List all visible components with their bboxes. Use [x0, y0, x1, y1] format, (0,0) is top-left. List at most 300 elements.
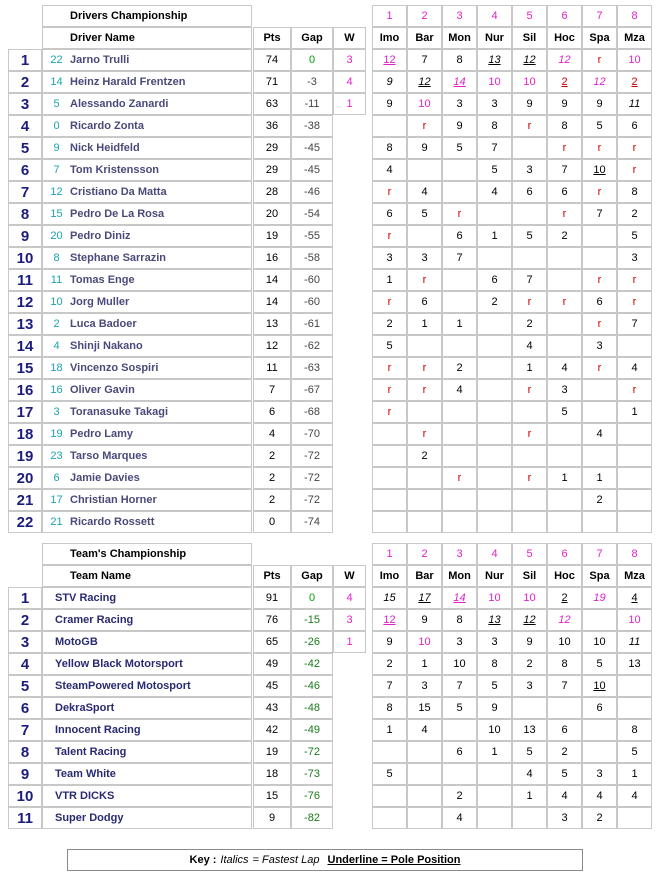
race-result-cell: 7 — [372, 675, 407, 697]
race-result-cell: 1 — [512, 785, 547, 807]
gap-cell: -74 — [291, 511, 333, 533]
points-cell: 65 — [253, 631, 291, 653]
legend-key — [67, 849, 583, 871]
race-result-cell: 7 — [407, 49, 442, 71]
race-result-cell — [477, 763, 512, 785]
race-column-header: Imo — [372, 565, 407, 587]
race-result-cell: r — [617, 137, 652, 159]
race-result-cell: 6 — [477, 269, 512, 291]
team-name-cell: Super Dodgy — [42, 807, 252, 829]
race-column-header: Spa — [582, 565, 617, 587]
race-result-cell: 7 — [617, 313, 652, 335]
race-result-cell: r — [407, 115, 442, 137]
wins-column-header: W — [333, 27, 366, 49]
driver-cell — [42, 49, 252, 71]
points-cell: 43 — [253, 697, 291, 719]
race-result-cell: 8 — [477, 653, 512, 675]
team-name-cell: Cramer Racing — [42, 609, 252, 631]
driver-cell — [42, 181, 252, 203]
race-result-cell: 14 — [442, 71, 477, 93]
car-number: 18 — [50, 362, 63, 374]
race-result-cell — [372, 445, 407, 467]
driver-cell — [42, 247, 252, 269]
gap-cell: -3 — [291, 71, 333, 93]
race-result-cell: 1 — [372, 719, 407, 741]
key-label: Key : — [189, 854, 217, 866]
gap-cell: -72 — [291, 741, 333, 763]
race-result-cell — [477, 313, 512, 335]
driver-name: Alessando Zanardi — [70, 98, 169, 110]
race-result-cell — [372, 115, 407, 137]
car-number: 6 — [53, 472, 60, 484]
race-result-cell: 1 — [372, 269, 407, 291]
points-cell: 19 — [253, 225, 291, 247]
race-result-cell: 2 — [512, 653, 547, 675]
driver-name: Jorg Muller — [70, 296, 130, 308]
race-result-cell: 6 — [407, 291, 442, 313]
race-result-cell: 15 — [372, 587, 407, 609]
race-result-cell: 12 — [512, 609, 547, 631]
race-result-cell — [407, 741, 442, 763]
race-result-cell: 9 — [512, 93, 547, 115]
race-result-cell: 1 — [442, 313, 477, 335]
race-result-cell: 5 — [617, 225, 652, 247]
race-result-cell: 8 — [442, 49, 477, 71]
race-result-cell — [477, 379, 512, 401]
gap-cell: -61 — [291, 313, 333, 335]
gap-cell: -46 — [291, 181, 333, 203]
race-result-cell: r — [617, 159, 652, 181]
race-result-cell — [582, 609, 617, 631]
driver-name: Tom Kristensson — [70, 164, 160, 176]
race-result-cell — [547, 445, 582, 467]
pts-column-header: Pts — [253, 27, 291, 49]
race-result-cell — [512, 697, 547, 719]
race-result-cell: 7 — [582, 203, 617, 225]
race-result-cell: 11 — [617, 631, 652, 653]
race-result-cell: 3 — [512, 159, 547, 181]
race-result-cell: r — [617, 291, 652, 313]
race-result-cell — [477, 445, 512, 467]
race-result-cell: 1 — [512, 357, 547, 379]
team-name-cell: Talent Racing — [42, 741, 252, 763]
points-cell: 7 — [253, 379, 291, 401]
race-result-cell: 2 — [442, 357, 477, 379]
round-number: 3 — [442, 5, 477, 27]
race-result-cell: 13 — [512, 719, 547, 741]
race-result-cell: 2 — [582, 489, 617, 511]
race-result-cell — [407, 763, 442, 785]
driver-cell — [42, 445, 252, 467]
race-result-cell: 8 — [372, 137, 407, 159]
race-result-cell: r — [582, 49, 617, 71]
race-result-cell — [477, 785, 512, 807]
race-result-cell: 4 — [442, 379, 477, 401]
race-result-cell: 10 — [617, 609, 652, 631]
gap-cell: -62 — [291, 335, 333, 357]
points-cell: 18 — [253, 763, 291, 785]
gap-cell: -38 — [291, 115, 333, 137]
driver-cell — [42, 71, 252, 93]
points-cell: 0 — [253, 511, 291, 533]
gap-cell: 0 — [291, 587, 333, 609]
race-result-cell: r — [372, 225, 407, 247]
points-cell: 49 — [253, 653, 291, 675]
race-result-cell: 10 — [477, 71, 512, 93]
race-result-cell: r — [617, 269, 652, 291]
race-result-cell — [512, 247, 547, 269]
race-result-cell: 10 — [512, 71, 547, 93]
round-number: 5 — [512, 543, 547, 565]
race-result-cell: 12 — [547, 609, 582, 631]
race-result-cell: 1 — [407, 653, 442, 675]
position-cell: 3 — [8, 93, 42, 115]
race-result-cell: 4 — [582, 423, 617, 445]
position-cell: 16 — [8, 379, 42, 401]
race-result-cell: 3 — [512, 675, 547, 697]
race-result-cell — [617, 335, 652, 357]
race-result-cell — [547, 313, 582, 335]
position-cell: 7 — [8, 719, 42, 741]
points-cell: 14 — [253, 291, 291, 313]
gap-cell: -60 — [291, 269, 333, 291]
race-result-cell: r — [582, 269, 617, 291]
points-cell: 45 — [253, 675, 291, 697]
race-result-cell: 4 — [372, 159, 407, 181]
race-column-header: Bar — [407, 565, 442, 587]
race-result-cell — [442, 763, 477, 785]
points-cell: 91 — [253, 587, 291, 609]
race-result-cell: 5 — [547, 401, 582, 423]
race-result-cell — [547, 269, 582, 291]
gap-cell: -55 — [291, 225, 333, 247]
race-result-cell: 4 — [407, 181, 442, 203]
position-cell: 7 — [8, 181, 42, 203]
race-result-cell: 9 — [547, 93, 582, 115]
race-result-cell: 5 — [512, 225, 547, 247]
race-result-cell: 2 — [512, 313, 547, 335]
race-result-cell: 10 — [407, 631, 442, 653]
points-cell: 2 — [253, 467, 291, 489]
race-result-cell: 3 — [547, 379, 582, 401]
position-cell: 13 — [8, 313, 42, 335]
race-result-cell — [617, 489, 652, 511]
race-result-cell: r — [372, 181, 407, 203]
race-result-cell: r — [372, 291, 407, 313]
driver-cell — [42, 291, 252, 313]
team-name-cell: STV Racing — [42, 587, 252, 609]
points-cell: 42 — [253, 719, 291, 741]
race-result-cell: 10 — [582, 159, 617, 181]
position-cell: 15 — [8, 357, 42, 379]
race-result-cell: 3 — [547, 807, 582, 829]
race-result-cell — [547, 335, 582, 357]
race-result-cell: 7 — [477, 137, 512, 159]
car-number: 0 — [53, 120, 60, 132]
race-column-header: Hoc — [547, 565, 582, 587]
gap-cell: -72 — [291, 445, 333, 467]
points-cell: 4 — [253, 423, 291, 445]
round-number: 2 — [407, 543, 442, 565]
points-cell: 19 — [253, 741, 291, 763]
race-result-cell: 2 — [617, 71, 652, 93]
race-result-cell: r — [512, 291, 547, 313]
car-number: 5 — [53, 98, 60, 110]
round-number: 2 — [407, 5, 442, 27]
race-column-header: Sil — [512, 27, 547, 49]
race-result-cell: 4 — [512, 763, 547, 785]
driver-cell — [42, 401, 252, 423]
car-number: 22 — [50, 54, 63, 66]
race-result-cell: 7 — [512, 269, 547, 291]
race-result-cell: 14 — [442, 587, 477, 609]
race-result-cell — [477, 247, 512, 269]
points-cell: 71 — [253, 71, 291, 93]
race-result-cell: r — [372, 379, 407, 401]
race-result-cell: 4 — [477, 181, 512, 203]
position-cell: 22 — [8, 511, 42, 533]
race-column-header: Spa — [582, 27, 617, 49]
points-cell: 16 — [253, 247, 291, 269]
position-cell: 10 — [8, 785, 42, 807]
car-number: 8 — [53, 252, 60, 264]
race-result-cell — [442, 269, 477, 291]
key-italics: Italics — [220, 854, 249, 866]
gap-cell: -72 — [291, 467, 333, 489]
race-result-cell: 8 — [477, 115, 512, 137]
race-result-cell: 6 — [547, 719, 582, 741]
car-number: 11 — [50, 274, 63, 286]
race-result-cell — [617, 445, 652, 467]
race-result-cell — [582, 225, 617, 247]
race-result-cell — [372, 467, 407, 489]
race-result-cell — [617, 807, 652, 829]
race-result-cell: 6 — [582, 697, 617, 719]
race-result-cell: r — [512, 467, 547, 489]
car-number: 16 — [50, 384, 63, 396]
race-result-cell: 10 — [512, 587, 547, 609]
wins-cell: 4 — [333, 587, 366, 609]
race-result-cell: 1 — [477, 741, 512, 763]
car-number: 12 — [50, 186, 63, 198]
race-result-cell: 3 — [582, 335, 617, 357]
race-result-cell — [512, 401, 547, 423]
race-result-cell: r — [442, 203, 477, 225]
race-result-cell: r — [372, 357, 407, 379]
name-column-header: Team Name — [42, 565, 252, 587]
points-cell: 11 — [253, 357, 291, 379]
race-result-cell: 13 — [617, 653, 652, 675]
car-number: 3 — [53, 406, 60, 418]
race-result-cell: 12 — [582, 71, 617, 93]
race-result-cell — [442, 423, 477, 445]
driver-cell — [42, 467, 252, 489]
race-result-cell — [477, 401, 512, 423]
points-cell: 6 — [253, 401, 291, 423]
gap-cell: -49 — [291, 719, 333, 741]
race-result-cell: 3 — [582, 763, 617, 785]
points-cell: 14 — [253, 269, 291, 291]
race-result-cell: 2 — [547, 587, 582, 609]
position-cell: 5 — [8, 675, 42, 697]
race-result-cell: r — [442, 467, 477, 489]
race-result-cell: r — [372, 401, 407, 423]
race-result-cell: r — [407, 423, 442, 445]
car-number: 19 — [50, 428, 63, 440]
race-result-cell — [407, 225, 442, 247]
race-result-cell: 6 — [582, 291, 617, 313]
gap-cell: -45 — [291, 137, 333, 159]
race-result-cell: 2 — [372, 653, 407, 675]
position-cell: 12 — [8, 291, 42, 313]
race-result-cell — [547, 247, 582, 269]
race-result-cell — [512, 489, 547, 511]
round-number: 6 — [547, 5, 582, 27]
race-result-cell: 7 — [442, 675, 477, 697]
driver-name: Vincenzo Sospiri — [70, 362, 159, 374]
race-result-cell: 1 — [617, 763, 652, 785]
position-cell: 6 — [8, 697, 42, 719]
race-column-header: Mon — [442, 565, 477, 587]
driver-cell — [42, 313, 252, 335]
race-result-cell: 5 — [372, 763, 407, 785]
position-cell: 9 — [8, 225, 42, 247]
car-number: 7 — [53, 164, 60, 176]
race-result-cell: 9 — [512, 631, 547, 653]
driver-name: Tarso Marques — [70, 450, 148, 462]
driver-name: Ricardo Zonta — [70, 120, 144, 132]
race-result-cell: 4 — [582, 785, 617, 807]
wins-cell: 1 — [333, 631, 366, 653]
key-pole-position: Underline = Pole Position — [327, 854, 461, 866]
race-result-cell: 9 — [372, 71, 407, 93]
gap-cell: 0 — [291, 49, 333, 71]
driver-name: Pedro Diniz — [70, 230, 131, 242]
gap-cell: -54 — [291, 203, 333, 225]
race-column-header: Mon — [442, 27, 477, 49]
race-result-cell: 10 — [407, 93, 442, 115]
driver-cell — [42, 335, 252, 357]
race-result-cell: 6 — [442, 225, 477, 247]
race-result-cell — [372, 785, 407, 807]
team-name-cell: MotoGB — [42, 631, 252, 653]
race-result-cell — [407, 467, 442, 489]
pts-column-header: Pts — [253, 565, 291, 587]
race-result-cell: 1 — [407, 313, 442, 335]
car-number: 20 — [50, 230, 63, 242]
car-number: 14 — [50, 76, 63, 88]
race-result-cell — [442, 489, 477, 511]
driver-cell — [42, 357, 252, 379]
driver-cell — [42, 379, 252, 401]
race-result-cell: 2 — [407, 445, 442, 467]
race-column-header: Nur — [477, 27, 512, 49]
driver-name: Jarno Trulli — [70, 54, 130, 66]
race-result-cell: 3 — [617, 247, 652, 269]
race-result-cell — [582, 719, 617, 741]
race-result-cell: 1 — [547, 467, 582, 489]
race-result-cell — [512, 203, 547, 225]
race-result-cell: 8 — [617, 181, 652, 203]
driver-name: Cristiano Da Matta — [70, 186, 167, 198]
race-column-header: Mza — [617, 27, 652, 49]
race-result-cell: 13 — [477, 609, 512, 631]
position-cell: 20 — [8, 467, 42, 489]
race-result-cell: 6 — [617, 115, 652, 137]
race-result-cell — [617, 467, 652, 489]
race-result-cell: 3 — [372, 247, 407, 269]
gap-cell: -48 — [291, 697, 333, 719]
points-cell: 12 — [253, 335, 291, 357]
race-result-cell — [442, 291, 477, 313]
driver-name: Pedro De La Rosa — [70, 208, 165, 220]
race-result-cell: r — [547, 291, 582, 313]
round-number: 1 — [372, 5, 407, 27]
points-cell: 29 — [253, 159, 291, 181]
race-result-cell: 5 — [582, 115, 617, 137]
race-result-cell: 5 — [582, 653, 617, 675]
race-result-cell: 9 — [582, 93, 617, 115]
race-result-cell: 12 — [372, 609, 407, 631]
race-result-cell: 2 — [547, 225, 582, 247]
race-result-cell: 3 — [442, 631, 477, 653]
race-result-cell: r — [407, 269, 442, 291]
race-result-cell: r — [547, 203, 582, 225]
race-result-cell — [547, 511, 582, 533]
race-column-header: Sil — [512, 565, 547, 587]
race-result-cell — [372, 741, 407, 763]
team-name-cell: VTR DICKS — [42, 785, 252, 807]
race-result-cell: 2 — [477, 291, 512, 313]
race-result-cell: 12 — [547, 49, 582, 71]
race-result-cell: 4 — [617, 785, 652, 807]
race-result-cell: 12 — [512, 49, 547, 71]
driver-name: Pedro Lamy — [70, 428, 133, 440]
race-result-cell: 3 — [442, 93, 477, 115]
position-cell: 8 — [8, 741, 42, 763]
race-result-cell: 4 — [547, 785, 582, 807]
race-result-cell — [477, 203, 512, 225]
race-result-cell: 4 — [407, 719, 442, 741]
race-result-cell: 3 — [407, 675, 442, 697]
race-result-cell — [477, 807, 512, 829]
race-result-cell — [407, 807, 442, 829]
race-result-cell — [372, 423, 407, 445]
round-number: 4 — [477, 5, 512, 27]
car-number: 23 — [50, 450, 63, 462]
race-result-cell: 10 — [477, 587, 512, 609]
race-result-cell: 5 — [442, 697, 477, 719]
gap-cell: -63 — [291, 357, 333, 379]
race-result-cell: r — [582, 181, 617, 203]
race-result-cell — [477, 357, 512, 379]
race-result-cell — [442, 401, 477, 423]
points-cell: 20 — [253, 203, 291, 225]
race-result-cell — [442, 445, 477, 467]
race-result-cell — [512, 445, 547, 467]
wins-column-header: W — [333, 565, 366, 587]
race-result-cell: 2 — [372, 313, 407, 335]
car-number: 10 — [50, 296, 63, 308]
gap-cell: -46 — [291, 675, 333, 697]
race-result-cell — [547, 423, 582, 445]
car-number: 15 — [50, 208, 63, 220]
driver-name: Christian Horner — [70, 494, 157, 506]
gap-cell: -58 — [291, 247, 333, 269]
gap-cell: -67 — [291, 379, 333, 401]
team-name-cell: Team White — [42, 763, 252, 785]
car-number: 4 — [53, 340, 60, 352]
